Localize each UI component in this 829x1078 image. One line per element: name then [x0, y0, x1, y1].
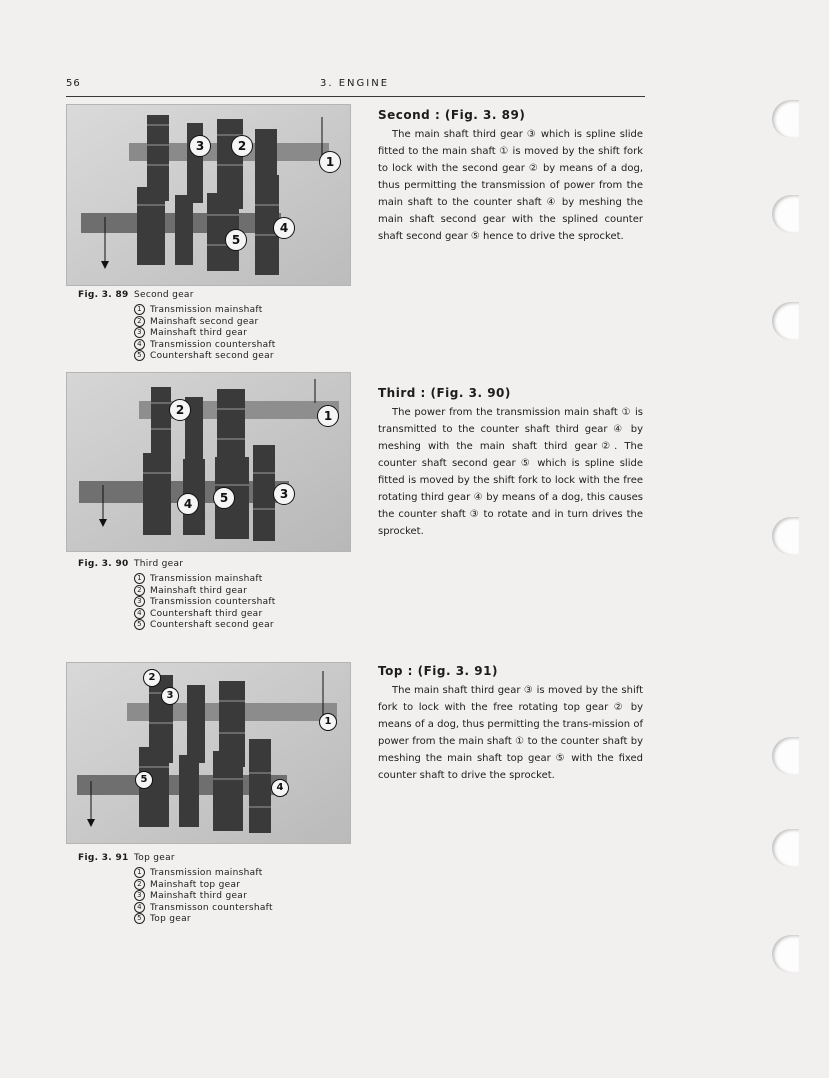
- section-body: The main shaft third gear ③ which is spline slide fitted to the main shaft ① is moved by the shift fork to lock with the second gear ② by means of a dog, thus permitting the transmission of power from the main shaft to the counter shaft ④ by meshing the main shaft second gear with the splined counter shaft second gear ⑤ hence to drive the sprocket.: [378, 129, 643, 242]
- legend-item: 5 Countershaft second gear: [134, 350, 276, 362]
- callout-3: 3: [189, 135, 211, 157]
- legend-item: 1 Transmission mainshaft: [134, 304, 276, 316]
- legend-number: 1: [134, 867, 145, 878]
- legend-number: 5: [134, 350, 145, 361]
- callout-4: 4: [273, 217, 295, 239]
- page-number: 56: [66, 78, 81, 89]
- callout-4: 4: [177, 493, 199, 515]
- section-second: [378, 108, 643, 245]
- fig-3-91-photo: [66, 662, 351, 844]
- legend-item: 1 Transmission mainshaft: [134, 867, 273, 879]
- legend-item: 4 Transmission countershaft: [134, 339, 276, 351]
- legend-number: 2: [134, 585, 145, 596]
- section-body: The power from the transmission main shaft ① is transmitted to the counter shaft third gear ④ by meshing with the main shaft third gear②. The counter shaft second gear ⑤ which is spline slide fitted is moved by the shift fork to lock with the free rotating third gear ④ by means of a dog, this causes the counter shaft ③ to rotate and in turn drives the sprocket.: [378, 407, 643, 537]
- fig-title: Top gear: [134, 853, 175, 863]
- section-body: The main shaft third gear ③ is moved by the shift fork to lock with the free rotating top gear ② by means of a dog, thus permitting the trans-mission of power from the main shaft ① to the counter shaft by meshing the main shaft top gear ⑤ with the fixed counter shaft to drive the sprocket.: [378, 685, 643, 781]
- fig-title: Second gear: [134, 290, 194, 300]
- fig-3-90-photo: [66, 372, 351, 552]
- legend-number: 1: [134, 573, 145, 584]
- fig-label: Fig. 3. 91: [78, 853, 129, 863]
- binder-hole: [772, 935, 799, 973]
- legend-item: 1 Transmission mainshaft: [134, 573, 276, 585]
- callout-4: 4: [271, 779, 289, 797]
- fig-3-89-photo: [66, 104, 351, 286]
- binder-hole: [772, 100, 799, 138]
- section-heading: Third : (Fig. 3. 90): [378, 386, 511, 400]
- fig-legend: [134, 867, 273, 925]
- section-third: [378, 386, 643, 540]
- fig-label: Fig. 3. 90: [78, 559, 129, 569]
- section-heading: Second : (Fig. 3. 89): [378, 108, 526, 122]
- callout-1: 1: [319, 151, 341, 173]
- callout-5: 5: [135, 771, 153, 789]
- legend-number: 2: [134, 316, 145, 327]
- callout-2: 2: [231, 135, 253, 157]
- callout-2: 2: [169, 399, 191, 421]
- legend-item: 2 Mainshaft third gear: [134, 585, 276, 597]
- legend-item: 4 Countershaft third gear: [134, 608, 276, 620]
- legend-item: 3 Transmission countershaft: [134, 596, 276, 608]
- callout-2: 2: [143, 669, 161, 687]
- chapter-title: 3. ENGINE: [320, 78, 390, 89]
- legend-number: 3: [134, 890, 145, 901]
- legend-item: 3 Mainshaft third gear: [134, 890, 273, 902]
- legend-number: 2: [134, 879, 145, 890]
- callout-1: 1: [319, 713, 337, 731]
- legend-item: 2 Mainshaft second gear: [134, 316, 276, 328]
- legend-item: 4 Transmisson countershaft: [134, 902, 273, 914]
- legend-item: 3 Mainshaft third gear: [134, 327, 276, 339]
- fig-label: Fig. 3. 89: [78, 290, 129, 300]
- legend-number: 3: [134, 596, 145, 607]
- binder-hole: [772, 517, 799, 555]
- callout-1: 1: [317, 405, 339, 427]
- legend-item: 2 Mainshaft top gear: [134, 879, 273, 891]
- legend-number: 5: [134, 913, 145, 924]
- callout-5: 5: [225, 229, 247, 251]
- binder-hole: [772, 302, 799, 340]
- callout-3: 3: [161, 687, 179, 705]
- fig-title: Third gear: [134, 559, 184, 569]
- fig-legend: [134, 304, 276, 362]
- legend-number: 3: [134, 327, 145, 338]
- section-top: [378, 664, 643, 784]
- legend-number: 4: [134, 902, 145, 913]
- header-rule: [66, 96, 645, 97]
- legend-item: 5 Top gear: [134, 913, 273, 925]
- legend-number: 4: [134, 608, 145, 619]
- binder-hole: [772, 737, 799, 775]
- legend-number: 4: [134, 339, 145, 350]
- legend-number: 1: [134, 304, 145, 315]
- callout-5: 5: [213, 487, 235, 509]
- legend-number: 5: [134, 619, 145, 630]
- callout-3: 3: [273, 483, 295, 505]
- binder-hole: [772, 195, 799, 233]
- section-heading: Top : (Fig. 3. 91): [378, 664, 498, 678]
- fig-legend: [134, 573, 276, 631]
- legend-item: 5 Countershaft second gear: [134, 619, 276, 631]
- binder-hole: [772, 829, 799, 867]
